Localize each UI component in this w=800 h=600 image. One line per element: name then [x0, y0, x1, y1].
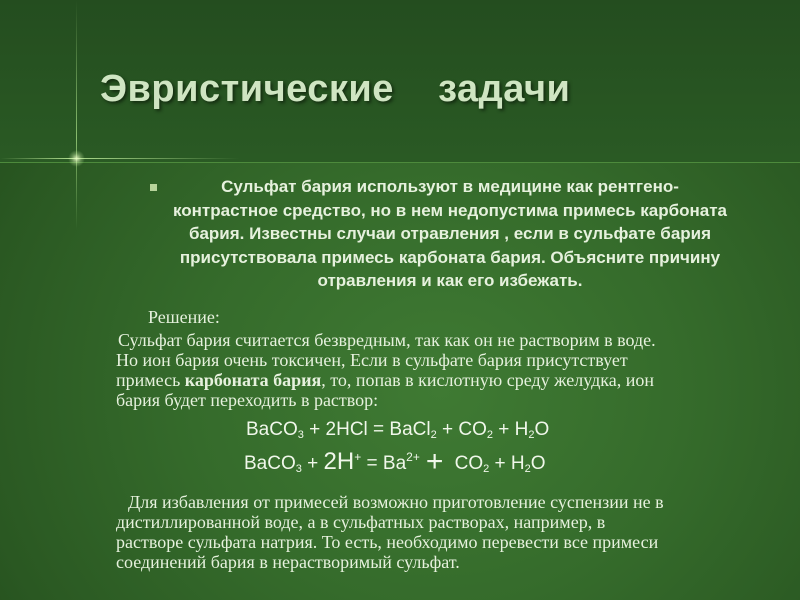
conclusion-line: растворе сульфата натрия. То есть, необходимо перевести все примеси: [116, 532, 659, 552]
task-text: [110, 175, 790, 293]
conclusion-line: дистиллированной воде, а в сульфатных растворах, например, в: [116, 512, 606, 532]
solution-line: Но ион бария очень токсичен, Если в сульфате бария присутствует: [116, 350, 628, 370]
task-line: отравления и как его избежать.: [317, 271, 583, 290]
task-line: контрастное средство, но в нем недопустима примесь карбоната: [173, 200, 727, 220]
slide-title: Эвристические задачи: [100, 68, 571, 110]
conclusion-line: соединений бария в нерастворимый сульфат.: [116, 552, 460, 572]
task-line: Сульфат бария используют в медицине как рентгено-: [221, 177, 679, 196]
conclusion-text: [116, 492, 796, 572]
conclusion-line: Для избавления от примесей возможно приготовление суспензии не в: [128, 492, 664, 512]
task-line: присутствовала примесь карбоната бария. Объясните причину: [179, 247, 721, 267]
solution-line-end: , то, попав в кислотную среду желудка, ион: [321, 370, 655, 390]
solution-text: [116, 330, 796, 410]
sparkle-icon: [68, 150, 85, 167]
solution-line-start: примесь: [116, 370, 185, 390]
solution-bold-term: карбоната бария: [184, 370, 322, 390]
solution-label: Решение:: [148, 307, 220, 327]
task-line: бария. Известны случаи отравления , если в сульфате бария: [188, 224, 712, 243]
equation-ionic: BaCO$_3$ + $2H^+ = Ba^{2+} + CO_2 + H_2O$: [244, 445, 546, 478]
solution-line: бария будет переходить в раствор:: [116, 390, 379, 410]
decorative-vertical-line: [76, 0, 77, 230]
decorative-horizontal-line: [0, 158, 240, 159]
equation-molecular: BaCO$_3$ + 2HCl = BaCl$_2$ + $CO_2 + H_2O$: [246, 419, 550, 441]
solution-line: Сульфат бария считается безвредным, так как он не растворим в воде.: [118, 330, 656, 350]
